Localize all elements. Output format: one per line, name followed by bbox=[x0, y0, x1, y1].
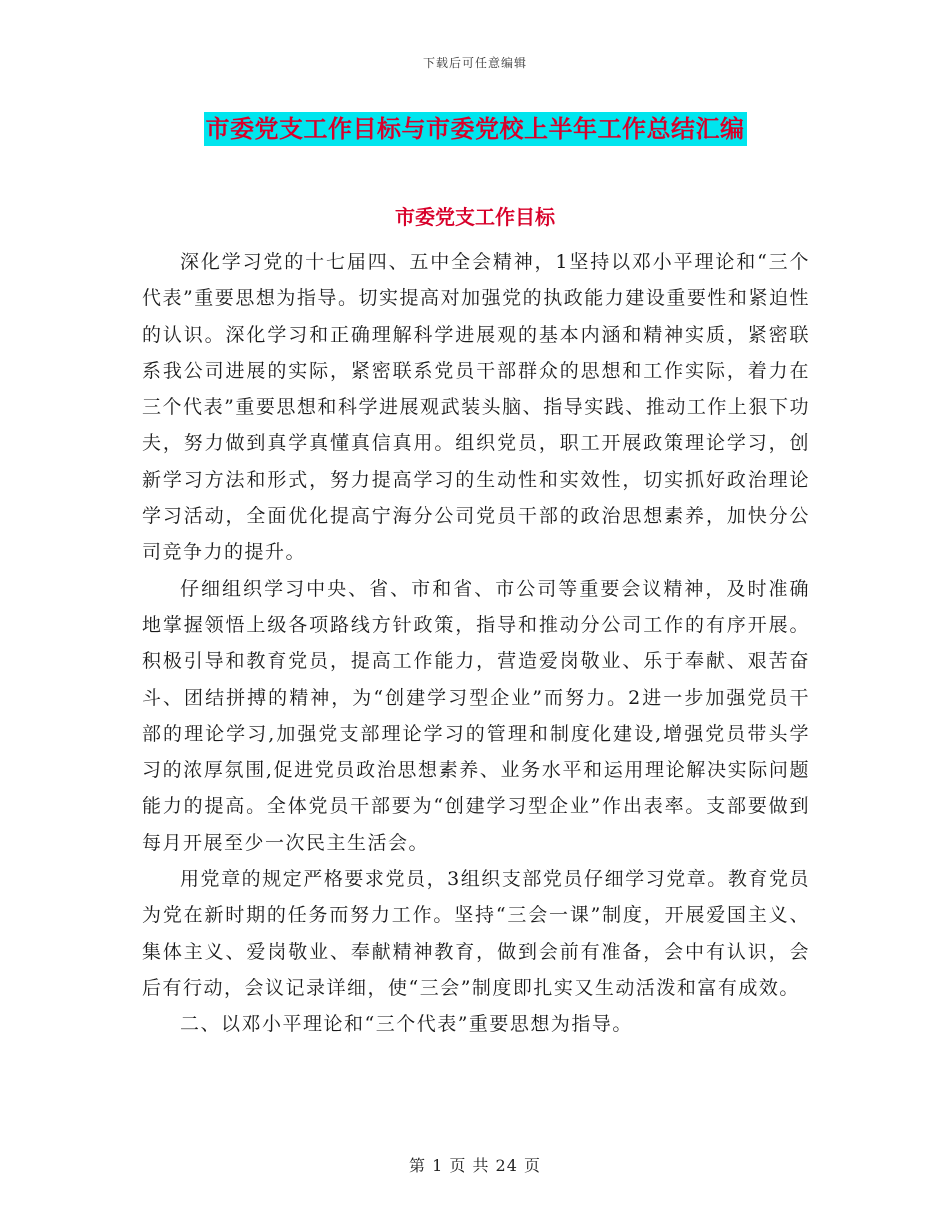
paragraph: 仔细组织学习中央、省、市和省、市公司等重要会议精神，及时准确地掌握领悟上级各项路线方针政策，指导和推动分公司工作的有序开展。积极引导和教育党员，提高工作能力，营造爱岗敬业、乐于奉献、艰苦奋斗、团结拼搏的精神，为“创建学习型企业”而努力。2进一步加强党员干部的理论学习,加强党支部理论学习的管理和制度化建设,增强党员带头学习的浓厚氛围,促进党员政治思想素养、业务水平和运用理论解决实际问题能力的提高。全体党员干部要为“创建学习型企业”作出表率。支部要做到每月开展至少一次民主生活会。 bbox=[142, 577, 810, 854]
paragraph: 深化学习党的十七届四、五中全会精神，1坚持以邓小平理论和“三个代表”重要思想为指导。切实提高对加强党的执政能力建设重要性和紧迫性的认识。深化学习和正确理解科学进展观的基本内涵和精神实质，紧密联系我公司进展的实际，紧密联系党员干部群众的思想和工作实际，着力在三个代表”重要思想和科学进展观武装头脑、指导实践、推动工作上狠下功夫，努力做到真学真懂真信真用。组织党员，职工开展政策理论学习，创新学习方法和形式，努力提高学习的生动性和实效性，切实抓好政治理论学习活动，全面优化提高宁海分公司党员干部的政治思想素养，加快分公司竞争力的提升。 bbox=[142, 251, 810, 564]
document-title: 市委党支工作目标与市委党校上半年工作总结汇编 bbox=[204, 112, 747, 146]
paragraph: 二、以邓小平理论和“三个代表”重要思想为指导。 bbox=[180, 1013, 633, 1036]
document-title-container bbox=[0, 112, 950, 146]
page-header-note: 下载后可任意编辑 bbox=[422, 56, 527, 70]
paragraph: 用党章的规定严格要求党员，3组织支部党员仔细学习党章。教育党员为党在新时期的任务而努力工作。坚持“三会一课”制度，开展爱国主义、集体主义、爱岗敬业、奉献精神教育，做到会前有准备，会中有认识，会后有行动，会议记录详细，使“三会”制度即扎实又生动活泼和富有成效。 bbox=[142, 868, 810, 999]
section-title: 市委党支工作目标 bbox=[395, 205, 555, 229]
document-body bbox=[142, 244, 810, 1043]
page-number: 第 1 页 共 24 页 bbox=[409, 1156, 541, 1175]
